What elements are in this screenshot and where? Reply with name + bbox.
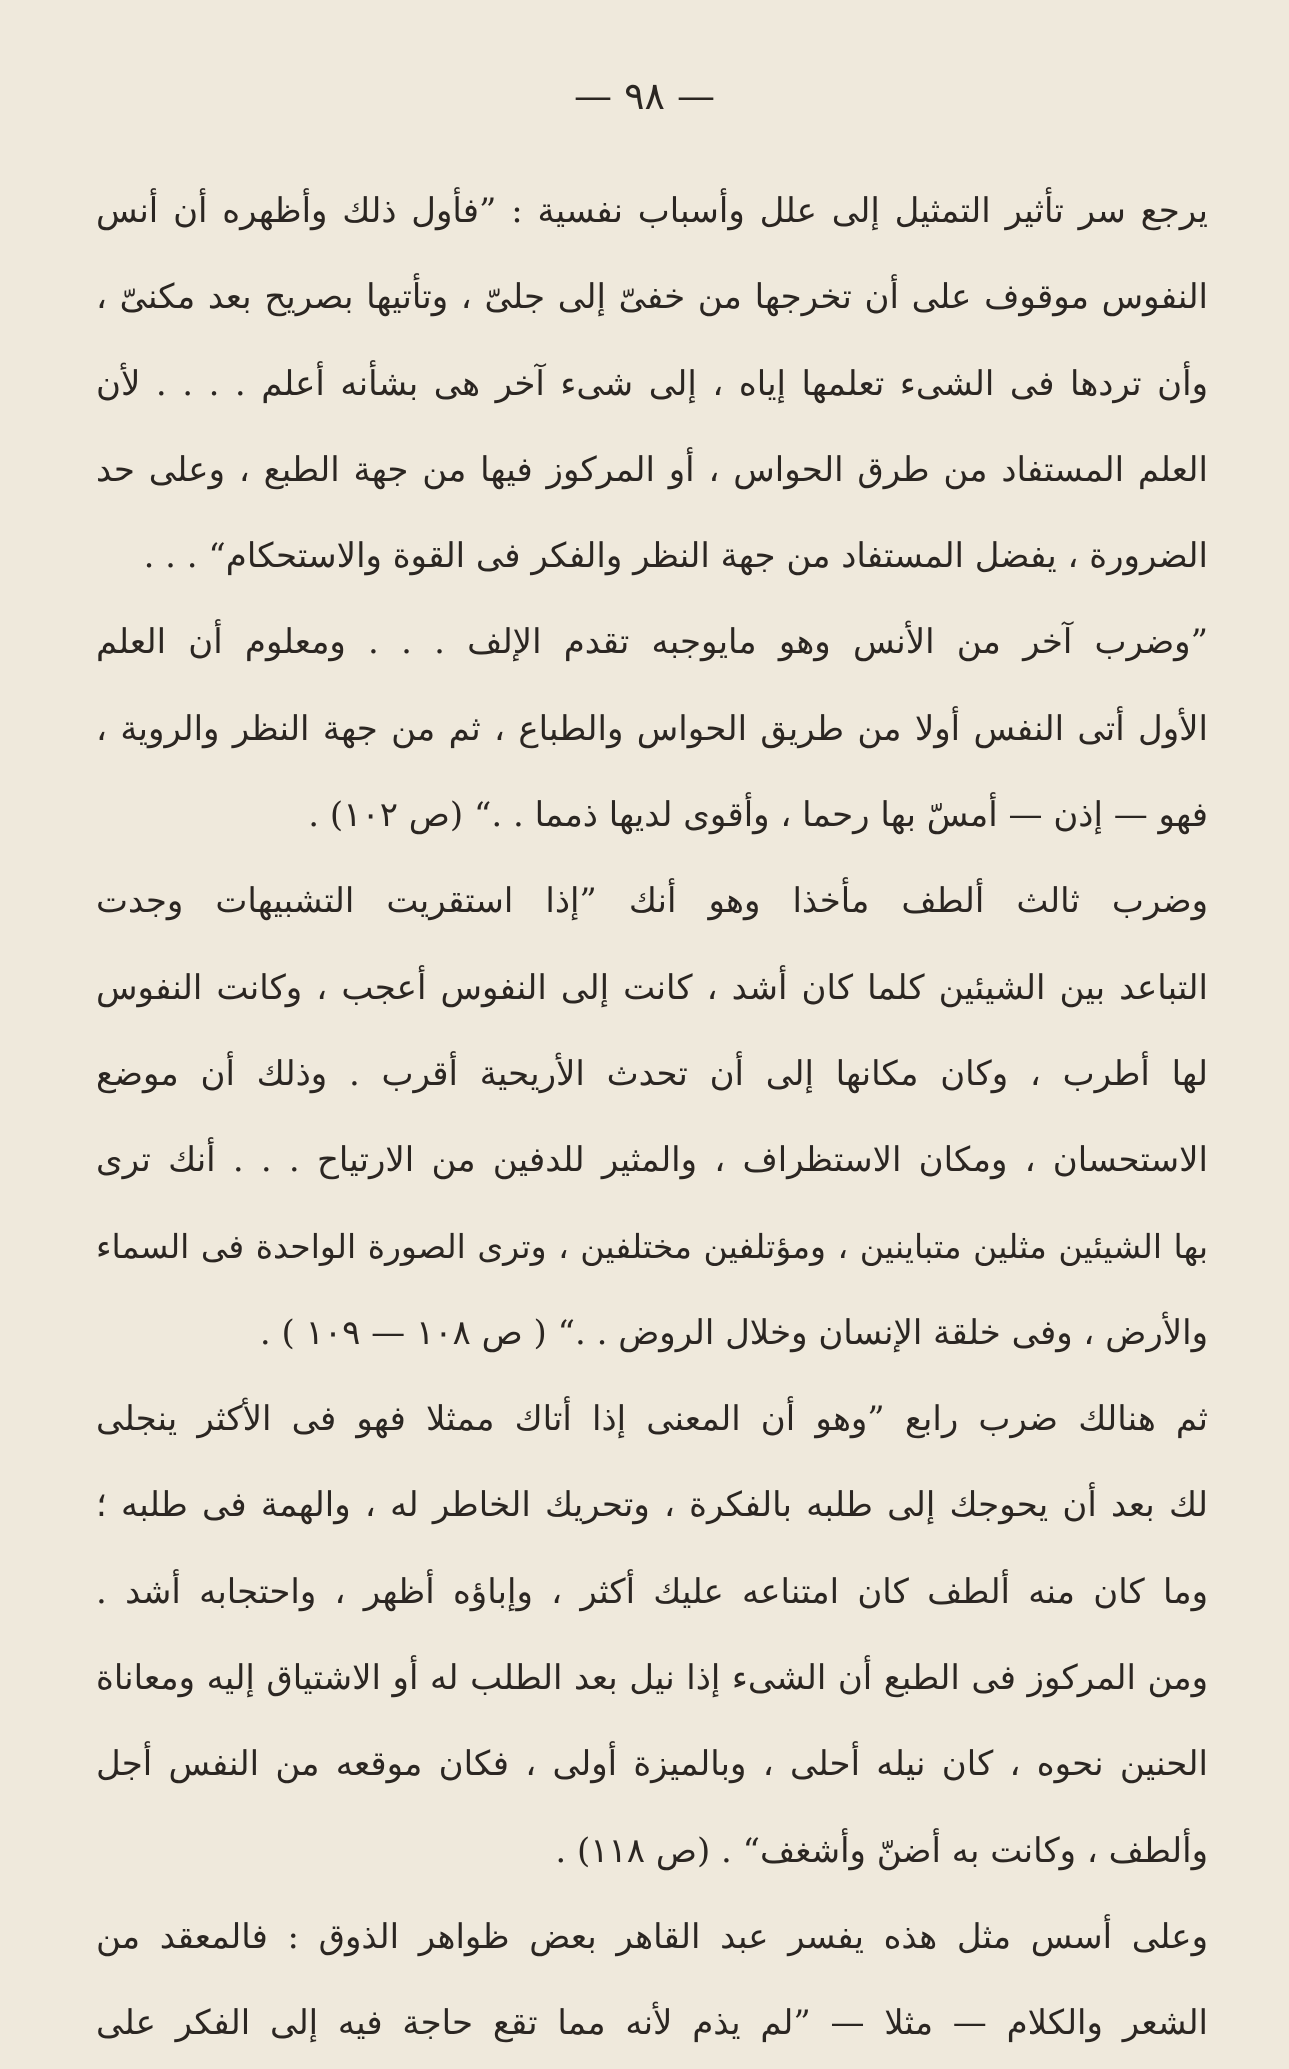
text-line: ”وضرب آخر من الأنس وهو مايوجبه تقدم الإلف . . . ومعلوم أن العلم xyxy=(96,622,1208,663)
text-line: العلم المستفاد من طرق الحواس ، أو المركوز فيها من جهة الطبع ، وعلى حد xyxy=(96,449,1208,490)
text-line: وأن تردها فى الشىء تعلمها إياه ، إلى شىء آخر هى بشأنه أعلم . . . . لأن xyxy=(96,363,1208,404)
text-line: الأول أتى النفس أولا من طريق الحواس والطباع ، ثم من جهة النظر والروية ، xyxy=(96,708,1208,749)
text-line: ومن المركوز فى الطبع أن الشىء إذا نيل بعد الطلب له أو الاشتياق إليه ومعاناة xyxy=(96,1658,1208,1699)
text-line: الاستحسان ، ومكان الاستظراف ، والمثير للدفين من الارتياح . . . أنك ترى xyxy=(96,1140,1208,1181)
text-line: يرجع سر تأثير التمثيل إلى علل وأسباب نفسية : ”فأول ذلك وأظهره أن أنس xyxy=(96,191,1208,231)
text-line: لك بعد أن يحوجك إلى طلبه بالفكرة ، وتحريك الخاطر له ، والهمة فى طلبه ؛ xyxy=(96,1485,1208,1526)
text-line: فهو — إذن — أمسّ بها رحما ، وأقوى لديها ذمما . .“ (ص ١٠٢) . xyxy=(308,795,1208,836)
text-line: الحنين نحوه ، كان نيله أحلى ، وبالميزة أولى ، فكان موقعه من النفس أجل xyxy=(96,1744,1208,1785)
text-line: ثم هنالك ضرب رابع ”وهو أن المعنى إذا أتاك ممثلا فهو فى الأكثر ينجلى xyxy=(96,1399,1208,1440)
page-text-body xyxy=(96,168,1208,2067)
text-line: والأرض ، وفى خلقة الإنسان وخلال الروض . .“ ( ص ١٠٨ — ١٠٩ ) . xyxy=(259,1312,1208,1353)
text-line: بها الشيئين مثلين متباينين ، ومؤتلفين مختلفين ، وترى الصورة الواحدة فى السماء xyxy=(96,1226,1208,1266)
page-number: — ٩٨ — xyxy=(573,74,715,118)
text-line: الشعر والكلام — مثلا — ”لم يذم لأنه مما تقع حاجة فيه إلى الفكر على xyxy=(96,2003,1208,2044)
text-line: النفوس موقوف على أن تخرجها من خفىّ إلى جلىّ ، وتأتيها بصريح بعد مكنىّ ، xyxy=(96,277,1208,318)
text-line: وعلى أسس مثل هذه يفسر عبد القاهر بعض ظواهر الذوق : فالمعقد من xyxy=(96,1916,1208,1957)
text-line: وألطف ، وكانت به أضنّ وأشغف“ . (ص ١١٨) . xyxy=(555,1830,1208,1871)
text-line: لها أطرب ، وكان مكانها إلى أن تحدث الأريحية أقرب . وذلك أن موضع xyxy=(96,1053,1208,1094)
text-line: وضرب ثالث ألطف مأخذا وهو أنك ”إذا استقريت التشبيهات وجدت xyxy=(96,881,1208,922)
text-line: التباعد بين الشيئين كلما كان أشد ، كانت إلى النفوس أعجب ، وكانت النفوس xyxy=(96,967,1208,1008)
text-line: وما كان منه ألطف كان امتناعه عليك أكثر ، وإباؤه أظهر ، واحتجابه أشد . xyxy=(96,1571,1208,1612)
text-line: الضرورة ، يفضل المستفاد من جهة النظر والفكر فى القوة والاستحكام“ . . . xyxy=(143,536,1208,577)
